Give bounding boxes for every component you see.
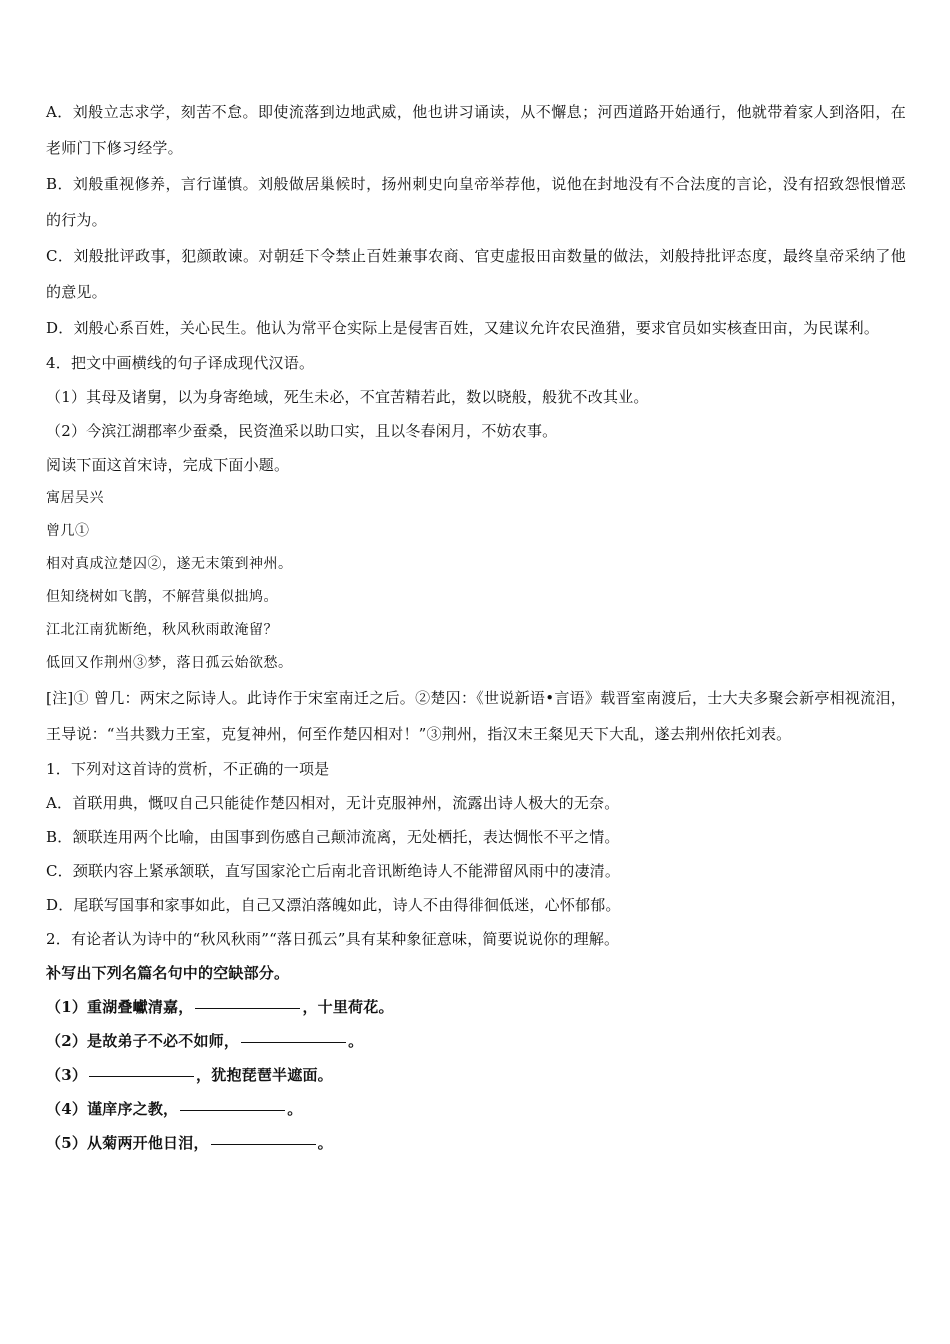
poem-question-2: 2．有论者认为诗中的“秋风秋雨”“落日孤云”具有某种象征意味，简要说说你的理解。 — [46, 930, 620, 948]
poem-question-1: 1．下列对这首诗的赏析，不正确的一项是 — [46, 760, 330, 778]
answer-blank[interactable] — [195, 1007, 300, 1009]
poem-line-2: 但知绕树如飞鹊，不解营巢似拙鸠。 — [46, 589, 278, 605]
poem-q1-option-d: D．尾联写国事和家事如此，自己又漂泊落魄如此，诗人不由得徘徊低迷，心怀郁郁。 — [46, 896, 621, 914]
fill-in-item-3: （3） ，犹抱琵琶半遮面。 — [46, 1066, 333, 1084]
poem-note: [注]① 曾几：两宋之际诗人。此诗作于宋室南迁之后。②楚囚：《世说新语•言语》载晋室南渡后，士大夫多聚会新亭相视流泪，王导说：“当共戮力王室，克复神州，何至作楚囚相对！”③荆州，指汉末王粲见天下大乱，遂去荆州依托刘表。 — [46, 689, 906, 743]
document-page — [46, 94, 906, 1160]
answer-blank[interactable] — [180, 1109, 285, 1111]
poem-title: 寓居吴兴 — [46, 490, 104, 506]
poem-q1-option-b: B．颔联连用两个比喻，由国事到伤感自己颠沛流离，无处栖托，表达惆怅不平之情。 — [46, 828, 620, 846]
poem-line-1: 相对真成泣楚囚②，遂无末策到神州。 — [46, 556, 293, 572]
poem-line-3: 江北江南犹断绝，秋风秋雨敢淹留？ — [46, 622, 278, 638]
question-4-item-1: （1）其母及诸舅，以为身寄绝域，死生未必，不宜苦精若此，数以晓般，般犹不改其业。 — [46, 388, 649, 406]
fill-in-item-1: （1）重湖叠巘清嘉， ，十里荷花。 — [46, 998, 394, 1016]
fill-in-heading: 补写出下列名篇名句中的空缺部分。 — [46, 964, 290, 982]
question-4-prompt: 4．把文中画横线的句子译成现代汉语。 — [46, 354, 315, 372]
option-c: C．刘般批评政事，犯颜敢谏。对朝廷下令禁止百姓兼事农商、官吏虚报田亩数量的做法，刘般持批评态度，最终皇帝采纳了他的意见。 — [46, 247, 906, 301]
answer-blank[interactable] — [89, 1075, 194, 1077]
poem-q1-option-c: C．颈联内容上紧承颔联，直写国家沦亡后南北音讯断绝诗人不能滞留风雨中的凄清。 — [46, 862, 621, 880]
answer-blank[interactable] — [241, 1041, 346, 1043]
fill-in-item-2: （2）是故弟子不必不如师， 。 — [46, 1032, 364, 1050]
fill-in-item-4: （4）谨庠序之教， 。 — [46, 1100, 303, 1118]
poem-q1-option-a: A．首联用典，慨叹自己只能徒作楚囚相对，无计克服神州，流露出诗人极大的无奈。 — [46, 794, 620, 812]
question-4-item-2: （2）今滨江湖郡率少蚕桑，民资渔采以助口实，且以冬春闲月，不妨农事。 — [46, 422, 558, 440]
poem-intro: 阅读下面这首宋诗，完成下面小题。 — [46, 456, 290, 474]
option-b: B．刘般重视修养，言行谨慎。刘般做居巢候时，扬州刺史向皇帝举荐他，说他在封地没有不合法度的言论，没有招致怨恨憎恶的行为。 — [46, 175, 906, 229]
option-a: A．刘般立志求学，刻苦不怠。即使流落到边地武威，他也讲习诵读，从不懈息；河西道路开始通行，他就带着家人到洛阳，在老师门下修习经学。 — [46, 103, 907, 157]
fill-in-item-5: （5）从菊两开他日泪， 。 — [46, 1134, 333, 1152]
poem-author: 曾几① — [46, 523, 90, 539]
answer-blank[interactable] — [211, 1143, 316, 1145]
poem-line-4: 低回又作荆州③梦，落日孤云始欲愁。 — [46, 655, 293, 671]
option-d: D．刘般心系百姓，关心民生。他认为常平仓实际上是侵害百姓，又建议允许农民渔猎，要求官员如实核查田亩，为民谋利。 — [46, 319, 880, 337]
